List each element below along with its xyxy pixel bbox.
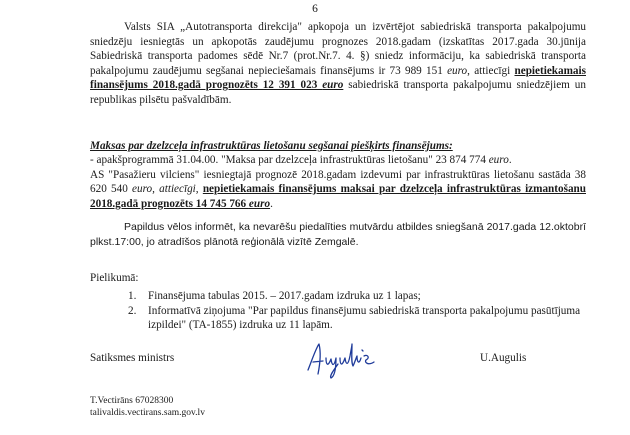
paragraph2-underlined-shortfall: nepietiekamais finansējums maksai par dzelzceļa infrastruktūras izmantošanu 2018.gadā prognozēts 14 745 766 euro: [90, 183, 586, 210]
paragraph-funding-forecast: [90, 20, 586, 107]
attachment-item: 1. Finansējuma tabulas 2015. – 2017.gadam izdruka uz 1 lapas;: [128, 290, 421, 302]
signatory-title: Satiksmes ministrs: [90, 352, 175, 364]
paragraph1-middle: , attiecīgi: [467, 64, 515, 77]
paragraph2-euro-1: euro: [488, 154, 509, 166]
paragraph2-euro-2: euro, attiecīgi,: [132, 183, 199, 195]
section-heading-rail-funding: Maksas par dzelzceļa infrastruktūras lietošanu segšanai piešķirts finansējums:: [90, 140, 453, 152]
paragraph2-line2: AS "Pasažieru vilciens" iesniegtajā prognozē 2018.gadam izdevumi par infrastruktūras lietošanu sastāda 38 620 540: [90, 168, 586, 195]
handwritten-signature: [304, 340, 376, 380]
paragraph2-line1: - apakšprogrammā 31.04.00. "Maksa par dzelzceļa infrastruktūras lietošanu" 23 874 774: [90, 154, 489, 166]
attachment-item: 2. Informatīvā ziņojuma "Par papildus finansējumu sabiedriskā transporta pakalpojumu pasūtījuma izpildei" (TA-1855) izdruka uz 11 lapām.: [128, 304, 581, 331]
paragraph1-after: sabiedriskā transporta pakalpojumu sniedzējiem un republikas pilsētu pašvaldībām.: [90, 79, 586, 106]
author-phone: T.Vectirāns 67028300: [90, 396, 174, 406]
attachments-list: [128, 289, 586, 333]
author-email-link[interactable]: talivaldis.vectirans.sam.gov.lv: [90, 407, 205, 418]
paragraph1-underlined-shortfall: nepietiekamais finansējums 2018.gadā prognozēts 12 391 023 euro: [90, 64, 586, 91]
attachments-title: Pielikumā:: [90, 272, 139, 284]
paragraph-rail-funding: - apakšprogrammā 31.04.00. "Maksa par dzelzceļa infrastruktūras lietošanu" 23 874 774 euro. AS "Pasažieru vilciens" iesniegtajā prognozē 2018.gadam izdevumi par infrastruktūras lietošanu sastāda 38 620 540 euro, attiecīgi, nepietiekamais finansējums maksai par dzelzceļa infrastruktūras izmantošanu 2018.gadā prognozēts 14 745 766 euro.: [90, 154, 586, 210]
paragraph1-euro-1: euro: [447, 64, 468, 77]
page-number: 6: [312, 3, 318, 15]
paragraph1-before: Valsts SIA „Autotransporta direkcija" apkopoja un izvērtējot sabiedriskā transporta pakalpojumu sniedzēju iesniegtās un apkopotās zaudējumu prognozes 2018.gadam (izskatītas 2017.gada 30.jūnija Sabiedriskā transporta padomes sēdē Nr.7 (prot.Nr.7. 4. §) sniedz informāciju, ka sabiedriskā transporta pakalpojumu zaudējumu segšanai nepieciešamais finansējums ir 73 989 151: [90, 21, 586, 77]
paragraph-absence-notice: Papildus vēlos informēt, ka nevarēšu piedalīties mutvārdu atbildes sniegšanā 2017.gada 12.oktobrī plkst.17:00, jo atradīšos plānotā reģionālā vizītē Zemgalē.: [90, 221, 586, 248]
signatory-name: U.Augulis: [480, 352, 527, 364]
contact-block: [90, 396, 205, 419]
